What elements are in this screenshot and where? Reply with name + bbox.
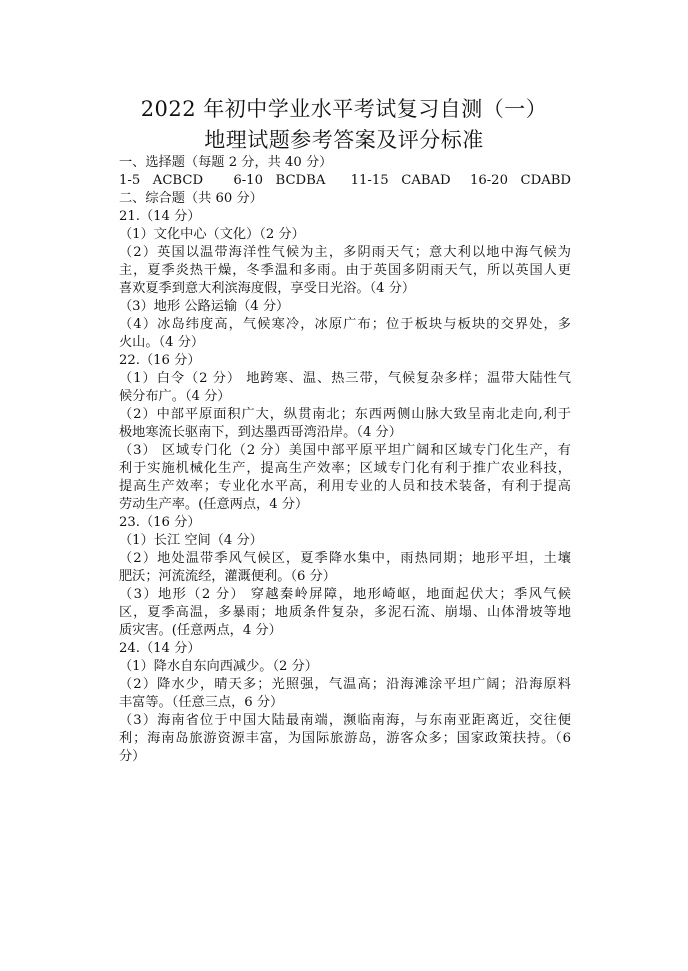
multiple-choice-answers [119, 172, 571, 190]
answer-line: （2）降水少，晴天多；光照强，气温高；沿海滩涂平坦广阔；沿海原料 [119, 677, 571, 692]
answer-line: （1）文化中心（文化）（2 分） [119, 227, 305, 242]
mc-group: 16-20 CDABD [469, 173, 571, 188]
answer-line: 利；海南岛旅游资源丰富，为国际旅游岛，游客众多；国家政策扶持。（6 [119, 731, 571, 746]
answer-line: （1）长江 空间（4 分） [119, 533, 263, 548]
section2-heading: 二、综合题（共 60 分） [119, 191, 263, 206]
answer-line: 利于实施机械化生产，提高生产效率；区域专门化有利于推广农业科技， [119, 461, 571, 476]
q23-heading: 23.（16 分） [119, 515, 201, 530]
title-line-1: 2022 年初中学业水平考试复习自测（一） [140, 97, 548, 121]
answer-line: （1）白令（2 分） 地跨寒、温、热三带，气候复杂多样；温带大陆性气 [119, 371, 571, 386]
answer-line: （3）海南省位于中国大陆最南端，濒临南海，与东南亚距离近，交往便 [119, 713, 571, 728]
answer-line: （2）中部平原面积广大，纵贯南北；东西两侧山脉大致呈南北走向,利于 [119, 407, 571, 422]
answer-line: （3）地形（2 分） 穿越秦岭屏障，地形崎岖，地面起伏大；季风气候 [119, 587, 571, 602]
answer-line: 质灾害。(任意两点，4 分） [119, 623, 282, 638]
title-line-2: 地理试题参考答案及评分标准 [204, 128, 484, 152]
q24-heading: 24.（14 分） [119, 641, 201, 656]
q22-heading: 22.（16 分） [119, 353, 201, 368]
answer-line: 候分布广。（4 分） [119, 389, 231, 404]
section1-heading: 一、选择题（每题 2 分，共 40 分） [119, 155, 333, 170]
answer-line: （2）英国以温带海洋性气候为主，多阴雨天气；意大利以地中海气候为 [119, 245, 571, 260]
answer-line: 劳动生产率。(任意两点，4 分） [119, 497, 309, 512]
answer-line: 喜欢夏季到意大利滨海度假，享受日光浴。（4 分） [119, 281, 416, 296]
q21-heading: 21.（14 分） [119, 209, 201, 224]
answer-line: 主，夏季炎热干燥，冬季温和多雨。由于英国多阴雨天气，所以英国人更 [119, 263, 571, 278]
answer-line: 丰富等。（任意三点，6 分） [119, 695, 284, 710]
answer-line: （4）冰岛纬度高，气候寒冷，冰原广布；位于板块与板块的交界处，多 [119, 317, 571, 332]
mc-group: 1-5 ACBCD [119, 173, 204, 188]
answer-line: （2）地处温带季风气候区，夏季降水集中，雨热同期；地形平坦，土壤 [119, 551, 571, 566]
answer-line: 区，夏季高温，多暴雨；地质条件复杂，多泥石流、崩塌、山体滑坡等地 [119, 605, 571, 620]
answer-content [119, 154, 571, 766]
answer-line: 提高生产效率；专业化水平高，利用专业的人员和技术装备，有利于提高 [119, 479, 571, 494]
answer-line: 火山。（4 分） [119, 335, 205, 350]
answer-line: （1）降水自东向西减少。（2 分） [119, 659, 318, 674]
answer-line: 极地寒流长驱南下，到达墨西哥湾沿岸。（4 分） [119, 425, 402, 440]
answer-line: 肥沃；河流流经，灌溉便利。（6 分） [119, 569, 336, 584]
mc-group: 6-10 BCDBA [233, 173, 326, 188]
answer-line: （3） 区域专门化（2 分）美国中部平原平坦广阔和区域专门化生产，有 [119, 443, 571, 458]
answer-line: 分） [119, 749, 146, 764]
answer-line: （3）地形 公路运输（4 分） [119, 299, 290, 314]
mc-group: 11-15 CABAD [350, 173, 451, 188]
